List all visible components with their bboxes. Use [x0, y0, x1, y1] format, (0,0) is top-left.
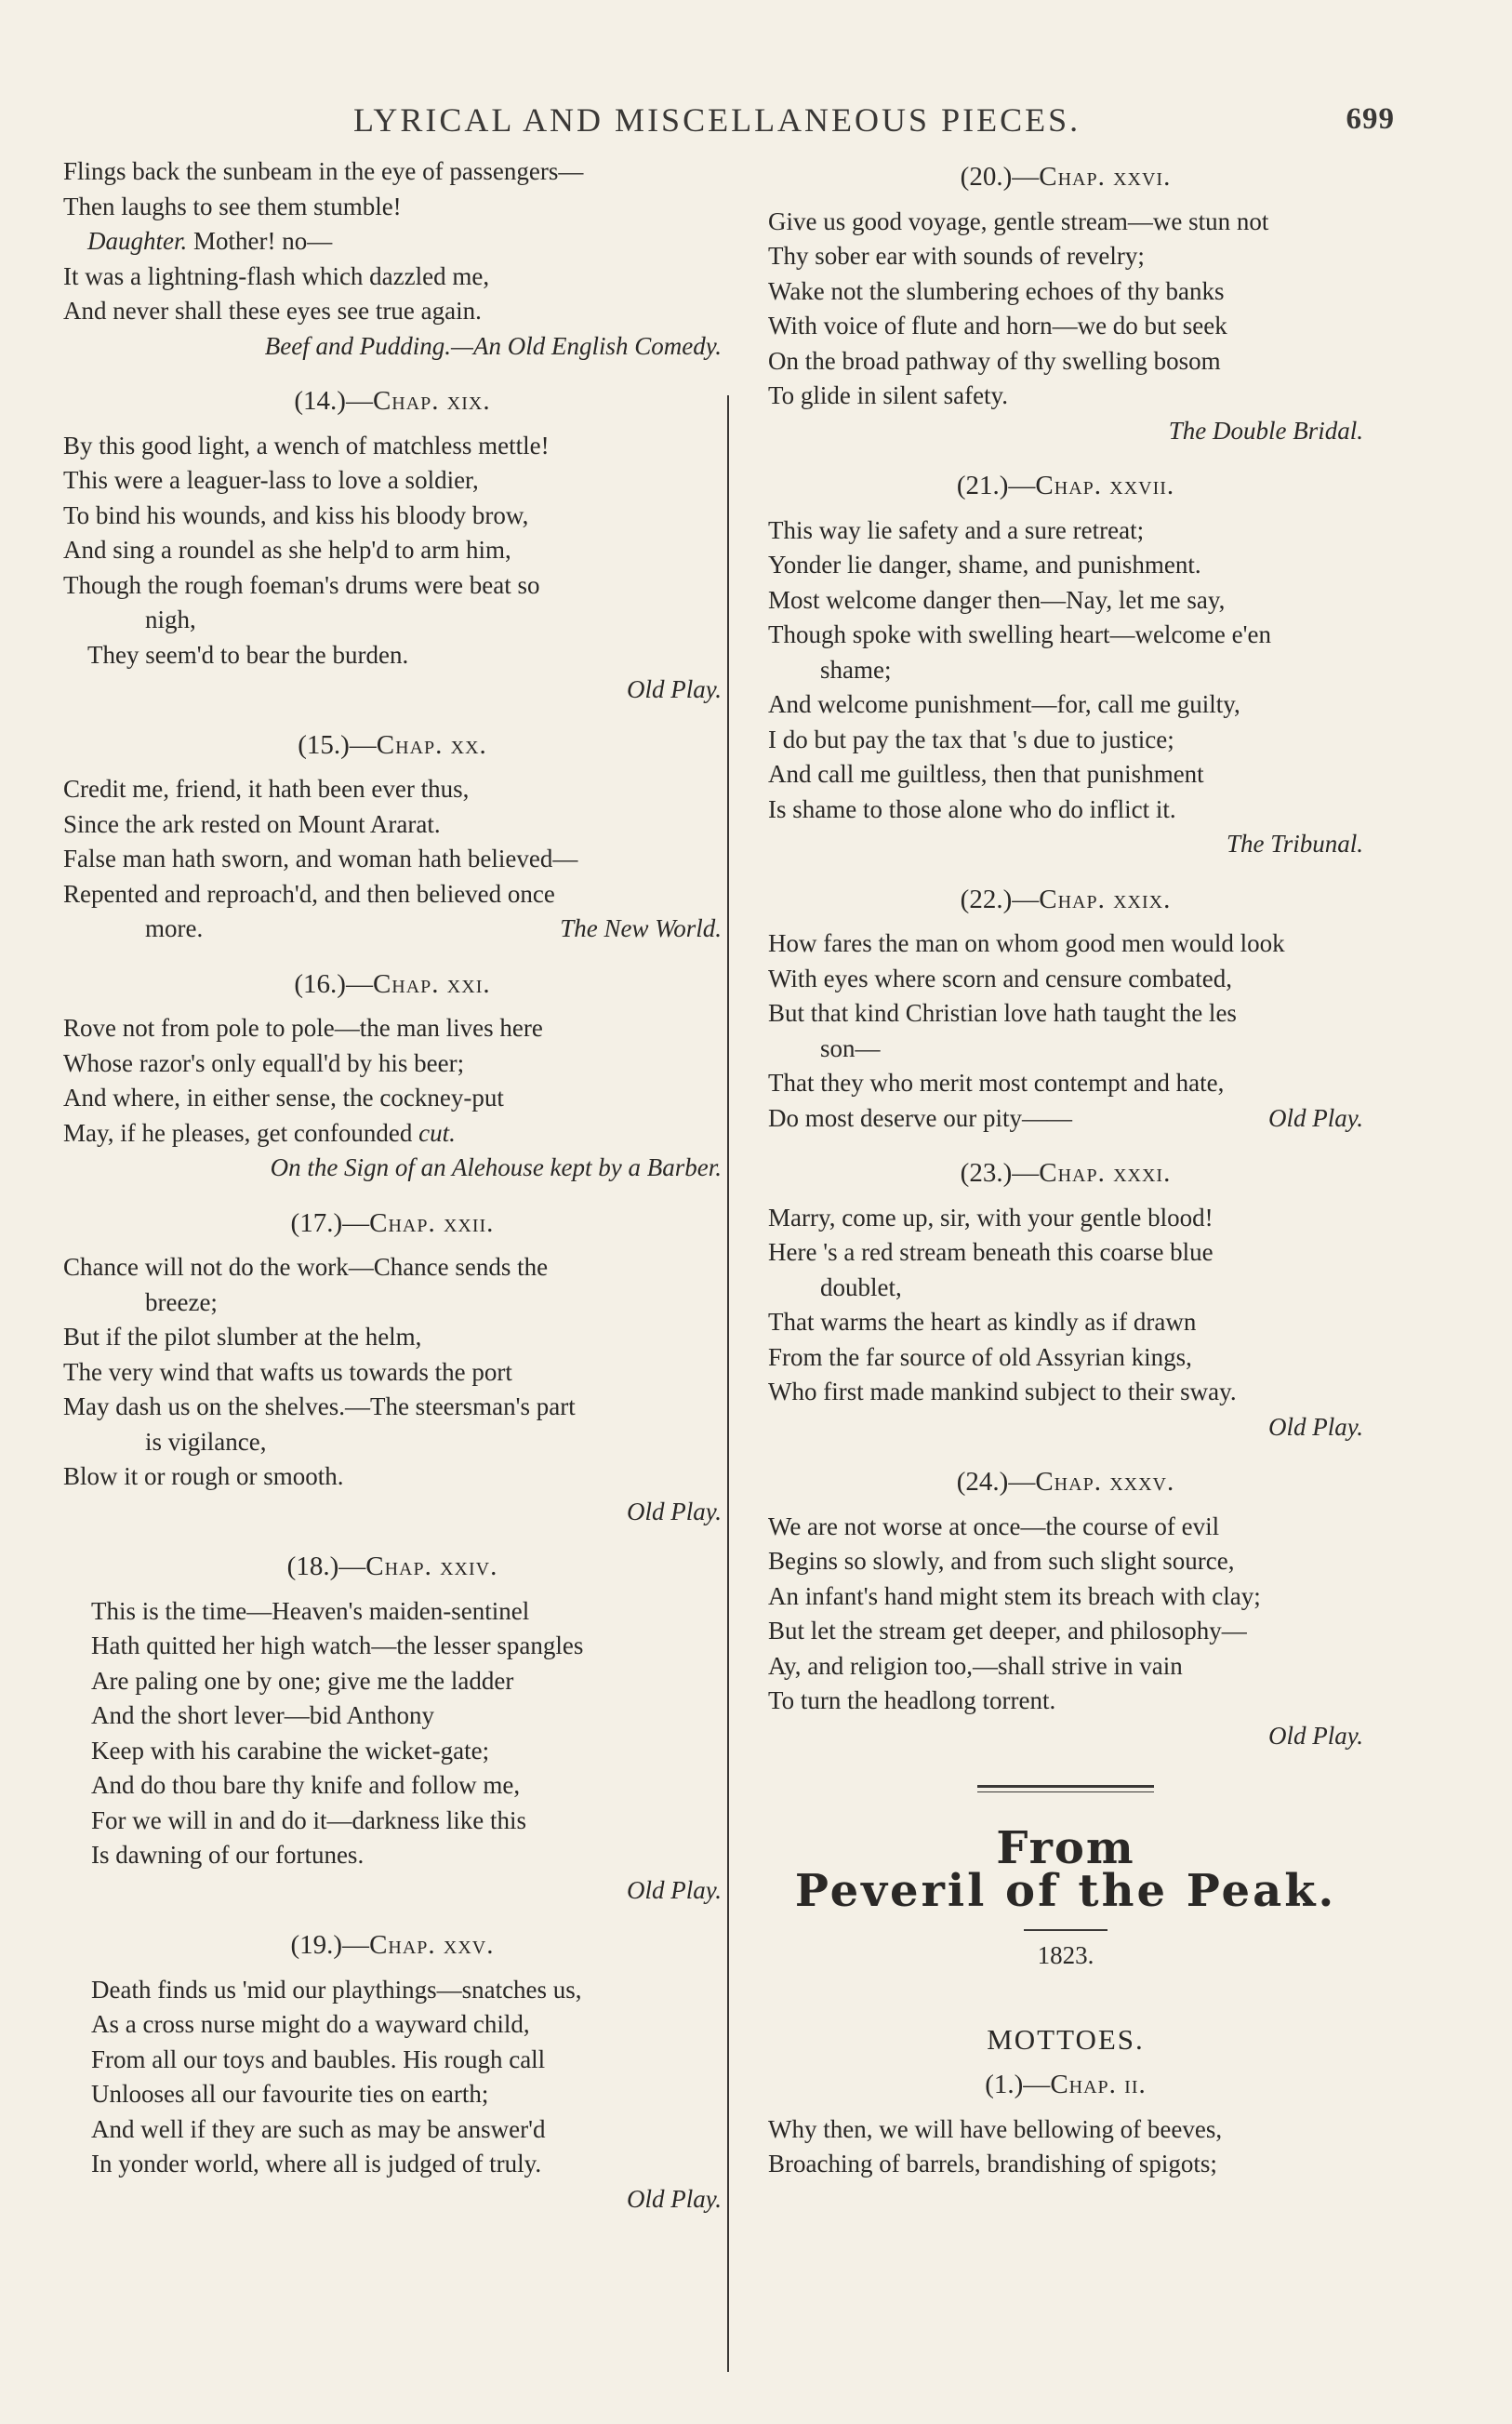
- section-year: 1823.: [1037, 1941, 1094, 1969]
- verse-line: Rove not from pole to pole—the man lives here: [63, 1014, 543, 1042]
- mottoes-heading: MOTTOES.: [987, 2022, 1145, 2056]
- verse-line: May dash us on the shelves.—The steersman's part: [63, 1392, 576, 1420]
- verse-line: Wake not the slumbering echoes of thy banks: [768, 276, 1225, 305]
- verse-line: That warms the heart as kindly as if drawn: [768, 1308, 1197, 1336]
- verse-line: more. The New World.: [63, 912, 722, 947]
- verse-line: Death finds us 'mid our playthings—snatches us,: [91, 1975, 582, 2004]
- verse-line: Give us good voyage, gentle stream—we stun not: [768, 206, 1269, 235]
- page-number: 699: [1346, 102, 1395, 136]
- verse-line: They seem'd to bear the burden.: [87, 640, 409, 669]
- verse-line: Though the rough foeman's drums were beat so: [63, 570, 540, 599]
- verse-line: Hath quitted her high watch—the lesser spangles: [91, 1632, 584, 1659]
- verse-line: This were a leaguer-lass to love a soldier,: [63, 466, 479, 494]
- verse-line: son—: [820, 1033, 881, 1062]
- verse-line: In yonder world, where all is judged of truly.: [91, 2150, 542, 2178]
- motto-heading: (23.)—Chap. xxxi.: [960, 1158, 1172, 1188]
- motto-heading: (17.)—Chap. xxii.: [290, 1207, 495, 1238]
- verse-line: May, if he pleases, get confounded cut.: [63, 1118, 456, 1147]
- motto-source: Old Play.: [627, 1875, 722, 1904]
- motto-source: Old Play.: [1268, 1103, 1363, 1132]
- motto-heading: (20.)—Chap. xxvi.: [960, 162, 1172, 192]
- verse-line: Chance will not do the work—Chance sends the: [63, 1253, 549, 1281]
- verse-line: And sing a roundel as she help'd to arm him,: [63, 536, 511, 564]
- verse-line: Marry, come up, sir, with your gentle blood!: [768, 1203, 1214, 1232]
- verse-line: But let the stream get deeper, and philosophy—: [768, 1617, 1247, 1645]
- verse-line: Whose razor's only equall'd by his beer;: [63, 1048, 465, 1077]
- column-divider: [727, 395, 729, 2372]
- verse-line: Most welcome danger then—Nay, let me say,: [768, 585, 1226, 614]
- verse-line: To turn the headlong torrent.: [768, 1686, 1056, 1714]
- motto-source: Old Play.: [627, 1497, 722, 1525]
- verse-line: By this good light, a wench of matchless mettle!: [63, 431, 550, 459]
- verse-line: Blow it or rough or smooth.: [63, 1462, 344, 1490]
- motto-heading: (15.)—Chap. xx.: [298, 729, 487, 760]
- verse-line: But that kind Christian love hath taught the les: [768, 999, 1237, 1027]
- section-title: Peveril of the Peak.: [794, 1864, 1337, 1917]
- motto-source: Old Play.: [627, 2184, 722, 2213]
- verse-line: And well if they are such as may be answer'd: [91, 2114, 546, 2143]
- verse-line: Why then, we will have bellowing of beeves,: [768, 2114, 1223, 2143]
- running-header: [353, 100, 1395, 140]
- motto-source: On the Sign of an Alehouse kept by a Barber.: [270, 1153, 722, 1181]
- verse-line: Is shame to those alone who do inflict it.: [768, 794, 1176, 823]
- verse-line: Ay, and religion too,—shall strive in vain: [768, 1651, 1183, 1680]
- verse-line: Do most deserve our pity—— Old Play.: [768, 1101, 1363, 1137]
- verse-line: Thy sober ear with sounds of revelry;: [768, 242, 1145, 270]
- verse-line: Are paling one by one; give me the ladder: [91, 1666, 514, 1695]
- verse-line: is vigilance,: [145, 1427, 267, 1456]
- verse-line: And call me guiltless, then that punishment: [768, 760, 1204, 788]
- motto-source: Old Play.: [1268, 1412, 1363, 1441]
- verse-line: And the short lever—bid Anthony: [91, 1701, 434, 1729]
- verse-line: From all our toys and baubles. His rough call: [91, 2044, 546, 2073]
- verse-line: Since the ark rested on Mount Ararat.: [63, 809, 441, 838]
- motto-source: The Tribunal.: [1226, 830, 1363, 858]
- verse-line: Yonder lie danger, shame, and punishment.: [768, 551, 1201, 579]
- verse-line: For we will in and do it—darkness like this: [91, 1805, 526, 1834]
- verse-line: And never shall these eyes see true again.: [63, 297, 482, 325]
- right-column: [768, 160, 1363, 2182]
- verse-line: Keep with his carabine the wicket-gate;: [91, 1736, 490, 1765]
- verse-line: False man hath sworn, and woman hath believed—: [63, 845, 578, 872]
- verse-line: And where, in either sense, the cockney-put: [63, 1084, 504, 1112]
- speaker-name: Daughter.: [87, 227, 188, 255]
- verse-line: Broaching of barrels, brandishing of spigots;: [768, 2150, 1217, 2178]
- motto-heading: (24.)—Chap. xxxv.: [956, 1467, 1175, 1497]
- verse-line: Repented and reproach'd, and then believed once: [63, 879, 555, 908]
- verse-line: Then laughs to see them stumble!: [63, 192, 402, 220]
- verse-line: To bind his wounds, and kiss his bloody brow,: [63, 500, 529, 529]
- motto-source: Old Play.: [627, 675, 722, 703]
- verse-line: On the broad pathway of thy swelling bosom: [768, 346, 1221, 375]
- verse-line: Though spoke with swelling heart—welcome e'en: [768, 620, 1271, 648]
- verse-line: As a cross nurse might do a wayward child,: [91, 2010, 530, 2038]
- verse-line: We are not worse at once—the course of evil: [768, 1512, 1220, 1540]
- verse-line: Here 's a red stream beneath this coarse blue: [768, 1238, 1214, 1266]
- verse-line: The very wind that wafts us towards the port: [63, 1357, 512, 1386]
- motto-heading: (19.)—Chap. xxv.: [290, 1930, 495, 1960]
- speech: Mother! no—: [193, 227, 333, 255]
- verse-line: Credit me, friend, it hath been ever thus,: [63, 775, 470, 803]
- verse-line: An infant's hand might stem its breach with clay;: [768, 1581, 1261, 1610]
- section-rule: [1024, 1929, 1107, 1931]
- verse-line: shame;: [820, 655, 892, 684]
- motto-body: [63, 1594, 722, 1909]
- verse-line: breeze;: [145, 1287, 218, 1316]
- verse-line: With eyes where scorn and censure combated,: [768, 964, 1232, 992]
- verse-line: doublet,: [820, 1272, 902, 1301]
- verse-line: nigh,: [145, 606, 196, 633]
- verse-line: Is dawning of our fortunes.: [91, 1841, 365, 1869]
- motto-source: Beef and Pudding.—An Old English Comedy.: [264, 331, 722, 360]
- motto-heading: (18.)—Chap. xxiv.: [286, 1552, 498, 1581]
- motto-source: The Double Bridal.: [1168, 416, 1363, 445]
- verse-line: Unlooses all our favourite ties on earth;: [91, 2080, 489, 2108]
- motto-source: Old Play.: [1268, 1721, 1363, 1750]
- verse-line: Flings back the sunbeam in the eye of passengers—: [63, 157, 584, 185]
- section-double-rule: [977, 1785, 1154, 1792]
- verse-line: [63, 224, 722, 260]
- verse-line: Who first made mankind subject to their sway.: [768, 1378, 1237, 1405]
- motto-heading: (16.)—Chap. xxi.: [294, 968, 491, 999]
- verse-line: This way lie safety and a sure retreat;: [768, 515, 1145, 544]
- motto-heading: (22.)—Chap. xxix.: [960, 884, 1172, 914]
- motto-heading: (14.)—Chap. xix.: [294, 386, 491, 416]
- verse-line: From the far source of old Assyrian kings,: [768, 1342, 1192, 1371]
- page-header-title: LYRICAL AND MISCELLANEOUS PIECES.: [353, 101, 1081, 139]
- verse-line: And welcome punishment—for, call me guilty,: [768, 690, 1240, 718]
- verse-line: To glide in silent safety.: [768, 381, 1009, 409]
- verse-line: That they who merit most contempt and hate,: [768, 1069, 1225, 1097]
- motto-heading: (1.)—Chap. ii.: [985, 2070, 1147, 2099]
- verse-line: This is the time—Heaven's maiden-sentinel: [91, 1596, 530, 1625]
- verse-line: With voice of flute and horn—we do but seek: [768, 312, 1227, 340]
- verse-line: I do but pay the tax that 's due to justice;: [768, 725, 1174, 753]
- verse-line: And do thou bare thy knife and follow me,: [91, 1771, 521, 1799]
- verse-line: It was a lightning-flash which dazzled me,: [63, 261, 490, 290]
- motto-source: The New World.: [560, 914, 722, 942]
- verse-line: But if the pilot slumber at the helm,: [63, 1323, 422, 1351]
- motto-heading: (21.)—Chap. xxvii.: [956, 471, 1175, 500]
- motto-body: [63, 1973, 722, 2218]
- verse-line: Begins so slowly, and from such slight source,: [768, 1547, 1235, 1575]
- left-column: [63, 154, 722, 2217]
- verse-line: How fares the man on whom good men would look: [768, 929, 1285, 957]
- section-from: From: [996, 1822, 1135, 1874]
